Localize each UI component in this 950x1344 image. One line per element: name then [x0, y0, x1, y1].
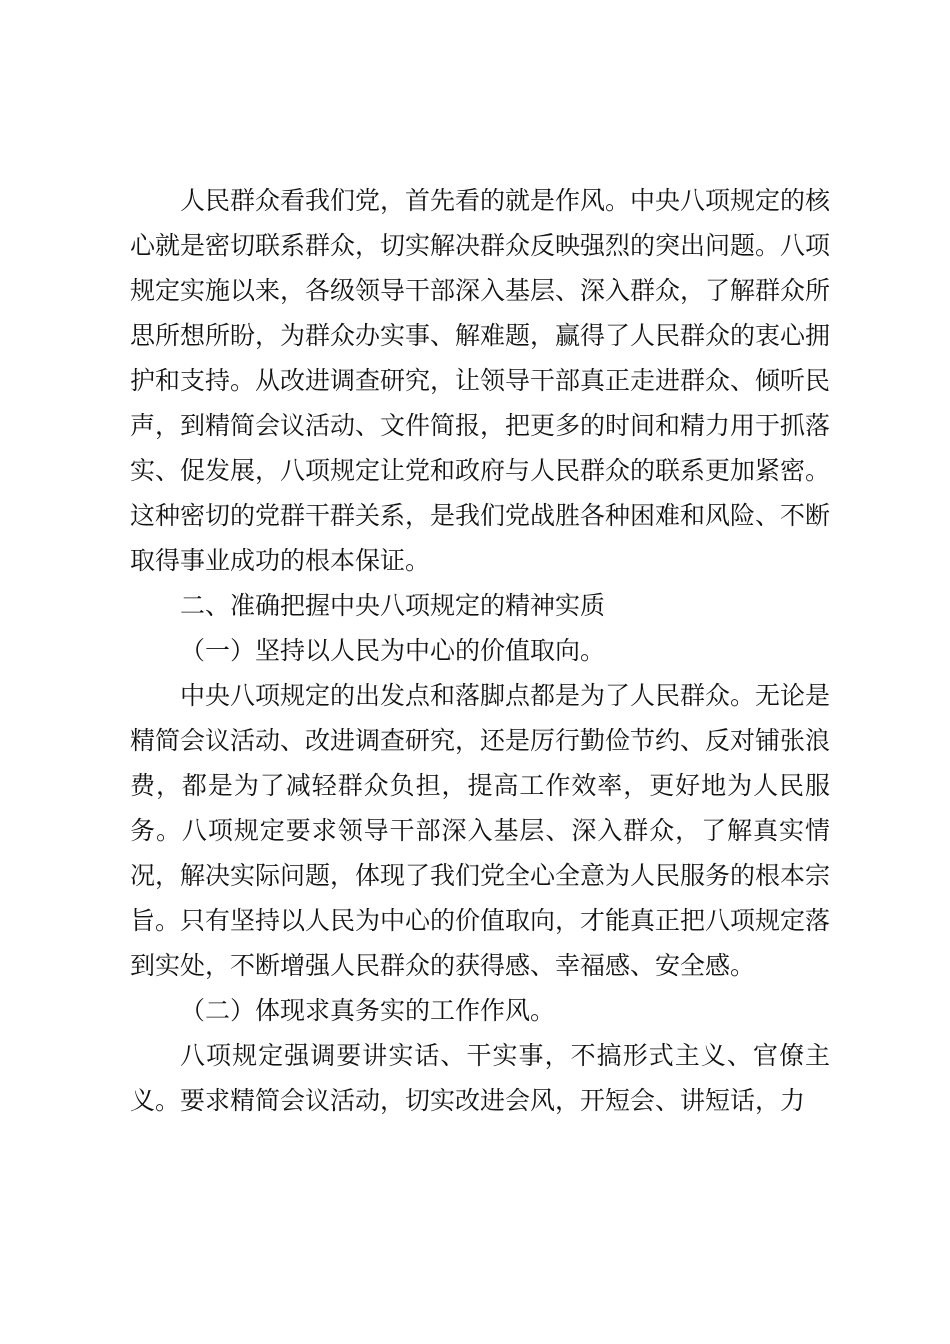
subsection-heading-1: （一）坚持以人民为中心的价值取向。 [180, 636, 606, 665]
document-page [130, 178, 830, 1123]
paragraph-pragmatic-style: 八项规定强调要讲实话、干实事，不搞形式主义、官僚主义。要求精简会议活动，切实改进会风，开短会、讲短话，力 [130, 1041, 830, 1115]
section-heading-2: 二、准确把握中央八项规定的精神实质 [180, 591, 606, 620]
paragraph-people-centered: 中央八项规定的出发点和落脚点都是为了人民群众。无论是精简会议活动、改进调查研究，还是厉行勤俭节约、反对铺张浪费，都是为了减轻群众负担，提高工作效率，更好地为人民服务。八项规定要求领导干部深入基层、深入群众，了解真实情况，解决实际问题，体现了我们党全心全意为人民服务的根本宗旨。只有坚持以人民为中心的价值取向，才能真正把八项规定落到实处，不断增强人民群众的获得感、幸福感、安全感。 [130, 681, 831, 980]
subsection-heading-2: （二）体现求真务实的工作作风。 [180, 996, 556, 1025]
paragraph-party-mass-relations: 人民群众看我们党，首先看的就是作风。中央八项规定的核心就是密切联系群众，切实解决群众反映强烈的突出问题。八项规定实施以来，各级领导干部深入基层、深入群众，了解群众所思所想所盼，为群众办实事、解难题，赢得了人民群众的衷心拥护和支持。从改进调查研究，让领导干部真正走进群众、倾听民声，到精简会议活动、文件简报，把更多的时间和精力用于抓落实、促发展，八项规定让党和政府与人民群众的联系更加紧密。这种密切的党群干群关系，是我们党战胜各种困难和风险、不断取得事业成功的根本保证。 [130, 186, 831, 575]
